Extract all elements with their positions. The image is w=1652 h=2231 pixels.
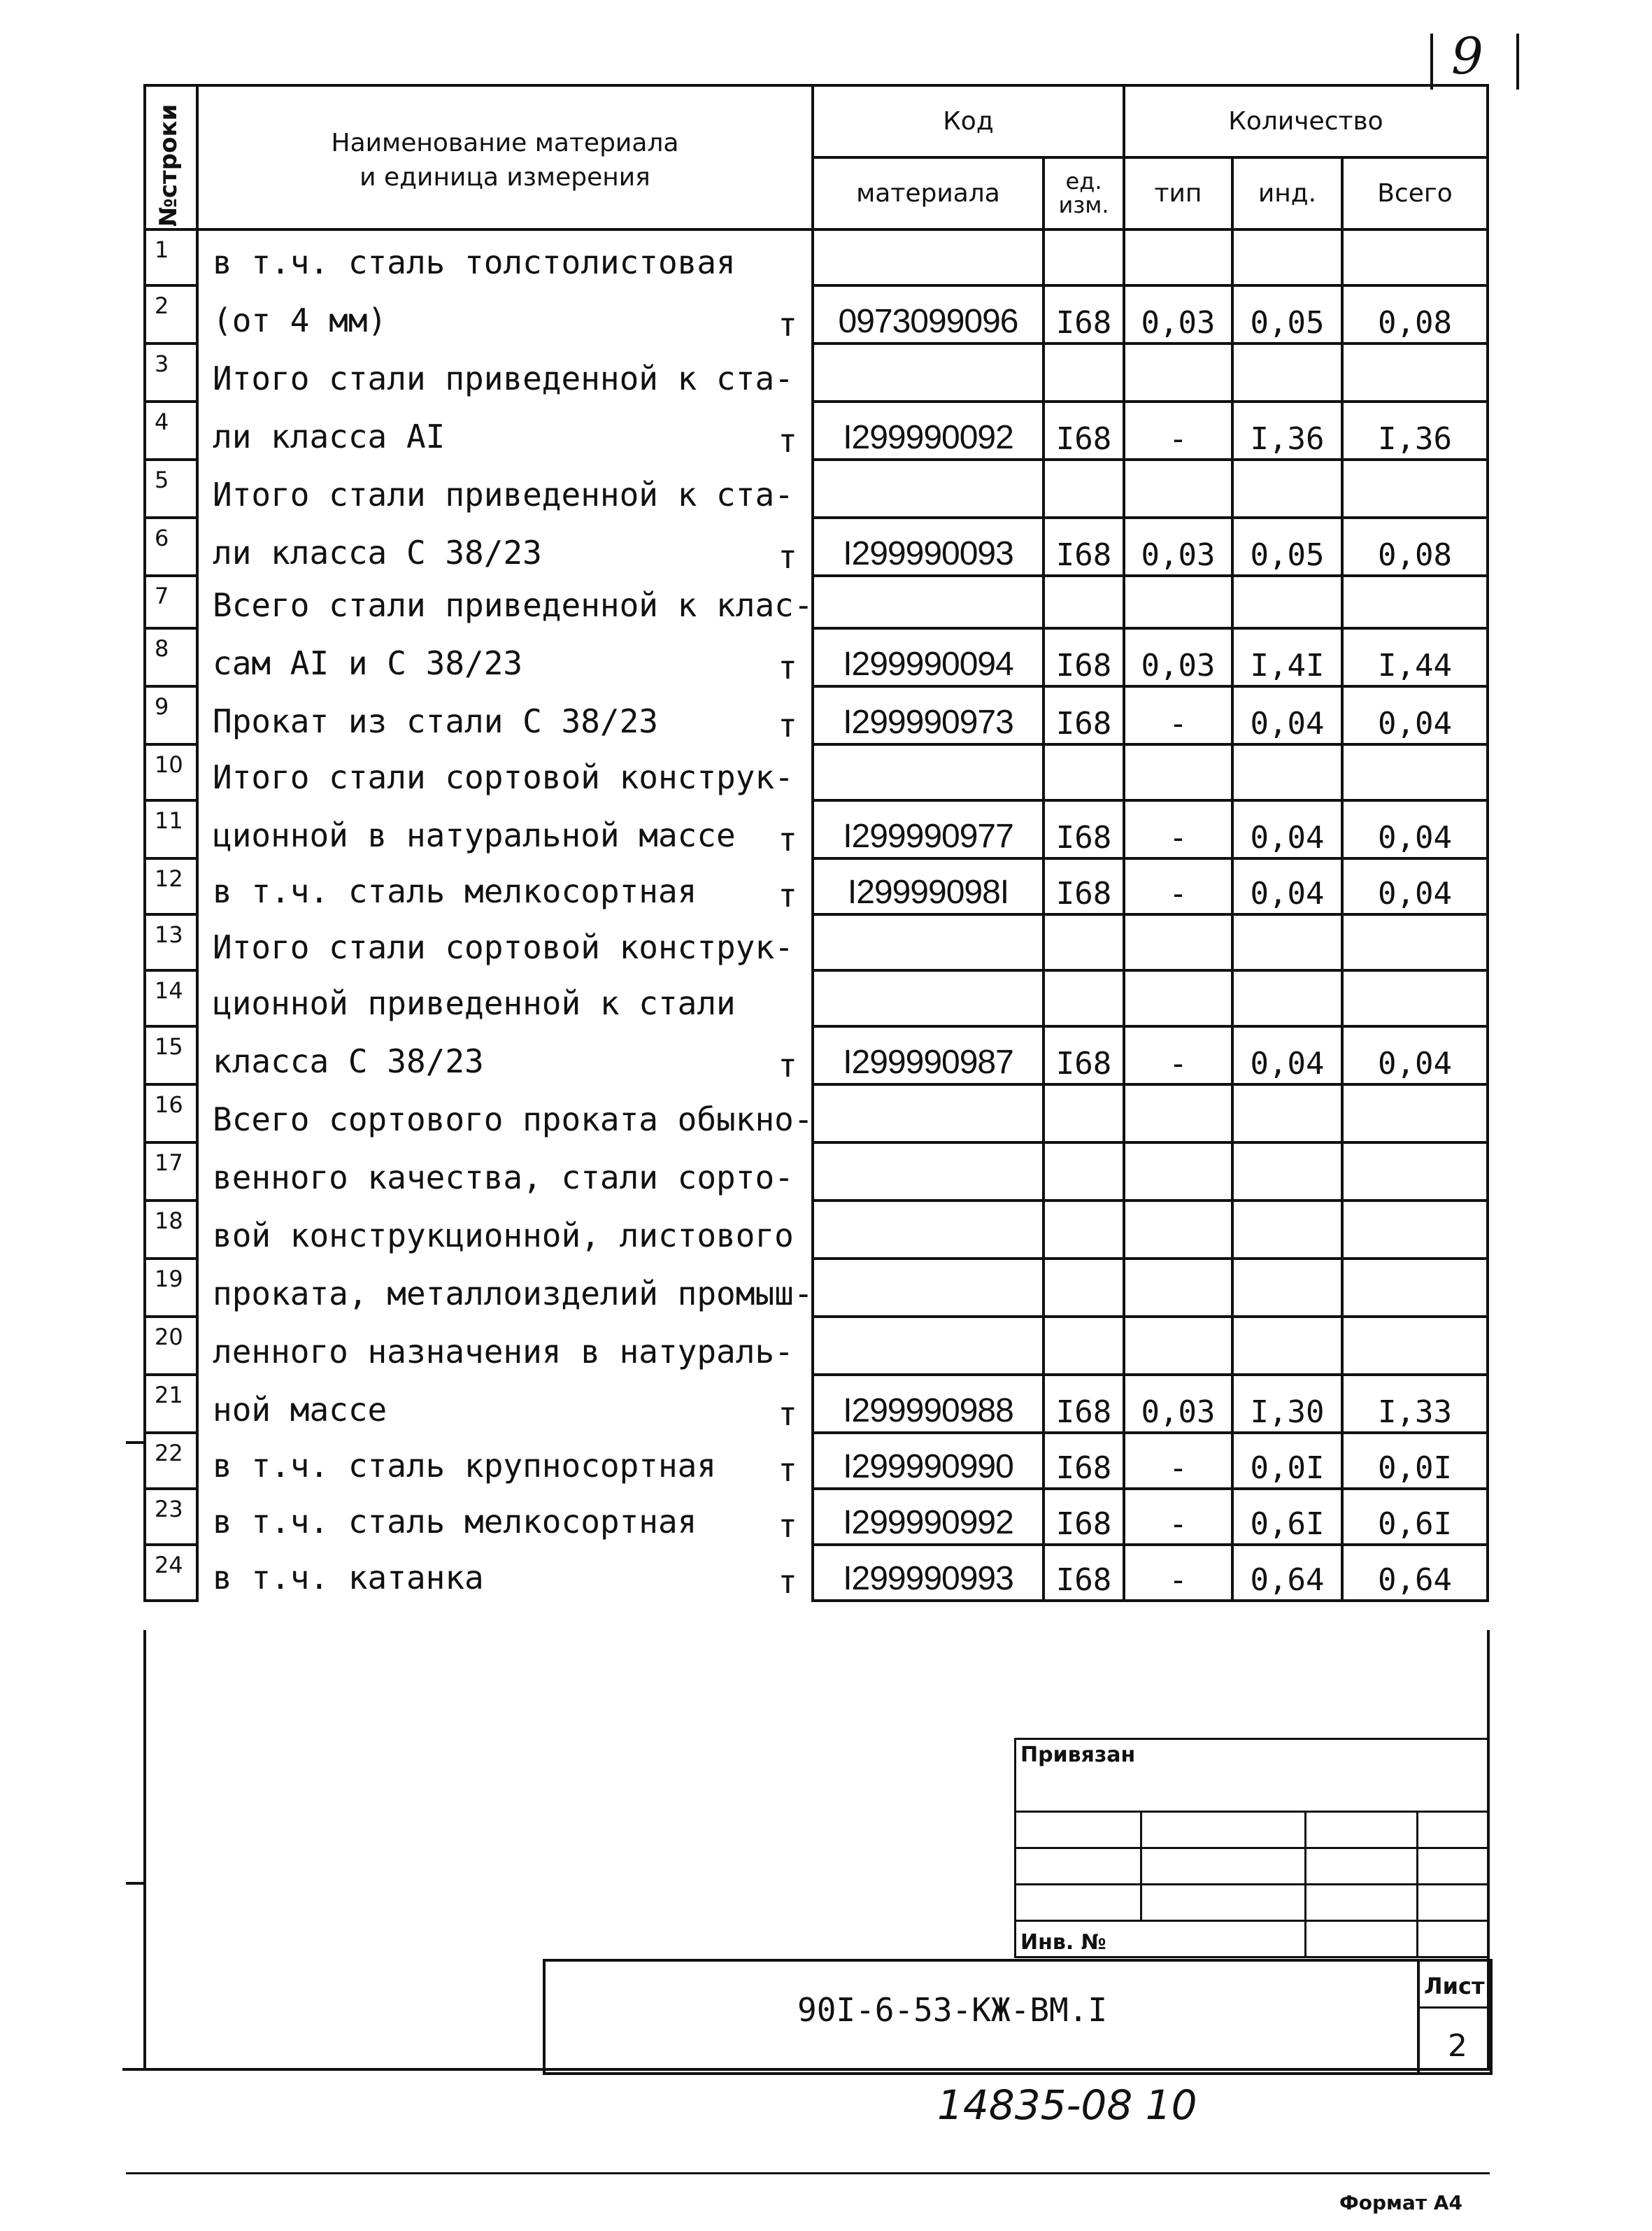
material-name-cell [197, 518, 813, 576]
material-name-header-line2: и единица измерения [359, 163, 650, 192]
material-unit: т [778, 1451, 797, 1489]
table-row [145, 1201, 1488, 1259]
qty-total-cell: I,44 [1342, 628, 1488, 686]
material-code-cell [813, 744, 1044, 800]
qty-type-cell: 0,03 [1124, 628, 1232, 686]
row-number-cell: 21 [145, 1375, 197, 1433]
material-name: Итого стали приведенной к ста- [213, 476, 794, 514]
total-qty-header: Всего [1342, 157, 1488, 229]
qty-ind-cell [1232, 1259, 1342, 1317]
qty-ind-cell [1232, 1201, 1342, 1259]
material-name-cell [197, 285, 813, 343]
material-unit: т [778, 1047, 797, 1084]
qty-ind-cell [1232, 1084, 1342, 1142]
material-code-cell [813, 1259, 1044, 1317]
stamp-cell [1306, 1885, 1418, 1921]
qty-total-cell [1342, 1142, 1488, 1201]
material-name-header-line1: Наименование материала [331, 128, 679, 157]
page-number: 9 [1451, 27, 1483, 85]
material-name-cell [197, 1201, 813, 1259]
qty-ind-cell: 0,0I [1232, 1433, 1342, 1489]
unit-code-cell: I68 [1044, 800, 1124, 858]
unit-code-cell [1044, 1201, 1124, 1259]
table-row [145, 1142, 1488, 1201]
material-name-cell [197, 576, 813, 628]
unit-code-cell [1044, 914, 1124, 970]
document-code: 90I-6-53-КЖ-ВМ.I [797, 1991, 1108, 2029]
page-number-frame-right [1516, 34, 1519, 90]
qty-total-cell [1342, 229, 1488, 285]
material-name: сам AI и С 38/23 [213, 644, 523, 682]
qty-ind-cell [1232, 460, 1342, 518]
frame-left-border [143, 1630, 146, 2071]
qty-type-cell [1124, 1142, 1232, 1201]
material-unit: т [778, 306, 797, 343]
qty-total-cell: 0,08 [1342, 518, 1488, 576]
qty-total-cell [1342, 914, 1488, 970]
table-row [145, 1545, 1488, 1601]
qty-ind-cell: 0,04 [1232, 800, 1342, 858]
qty-ind-cell [1232, 1317, 1342, 1375]
table-row [145, 628, 1488, 686]
stamp-cell [1016, 1885, 1141, 1921]
table-row [145, 518, 1488, 576]
qty-ind-cell: 0,04 [1232, 858, 1342, 914]
material-name-cell [197, 1489, 813, 1545]
material-unit: т [778, 1563, 797, 1601]
material-name: вой конструкционной, листового [213, 1217, 794, 1254]
qty-total-cell [1342, 1084, 1488, 1142]
qty-ind-cell: 0,04 [1232, 1026, 1342, 1084]
table-row [145, 1026, 1488, 1084]
row-number-cell: 8 [145, 628, 197, 686]
material-unit: т [778, 877, 797, 914]
materials-table [143, 84, 1489, 1602]
sheet-label: Лист [1424, 1973, 1485, 1999]
inventory-number: 14835-08 10 [937, 2081, 1197, 2129]
unit-code-cell: I68 [1044, 1375, 1124, 1433]
material-code-cell: I299990987 [813, 1026, 1044, 1084]
material-name: в т.ч. сталь мелкосортная [213, 872, 697, 910]
stamp-cell [1306, 1848, 1418, 1885]
material-name: ли класса С 38/23 [213, 534, 542, 572]
material-unit: т [778, 538, 797, 576]
table-row [145, 1375, 1488, 1433]
qty-ind-cell: 0,05 [1232, 285, 1342, 343]
qty-type-cell: - [1124, 800, 1232, 858]
row-number-cell: 7 [145, 576, 197, 628]
material-name: Всего сортового проката обыкно- [213, 1100, 813, 1138]
margin-tick-3 [122, 2068, 145, 2071]
unit-code-cell: I68 [1044, 686, 1124, 744]
qty-total-cell: 0,6I [1342, 1489, 1488, 1545]
row-number-cell: 2 [145, 285, 197, 343]
approval-stamp [1014, 1738, 1489, 1958]
qty-ind-cell: 0,64 [1232, 1545, 1342, 1601]
material-code-cell [813, 1201, 1044, 1259]
qty-total-cell: 0,04 [1342, 1026, 1488, 1084]
row-number-cell: 24 [145, 1545, 197, 1601]
unit-code-cell [1044, 576, 1124, 628]
qty-ind-cell: 0,05 [1232, 518, 1342, 576]
material-code-cell: I299990973 [813, 686, 1044, 744]
unit-code-cell [1044, 744, 1124, 800]
page-number-frame-left [1430, 34, 1433, 90]
table-row [145, 1084, 1488, 1142]
unit-code-cell [1044, 1317, 1124, 1375]
material-code-cell [813, 1317, 1044, 1375]
qty-type-cell [1124, 970, 1232, 1026]
qty-type-cell [1124, 744, 1232, 800]
margin-tick-1 [126, 1441, 145, 1444]
stamp-cell [1306, 1921, 1418, 1957]
material-name-cell [197, 686, 813, 744]
material-name-header [197, 85, 813, 229]
type-qty-header: тип [1124, 157, 1232, 229]
unit-code-cell: I68 [1044, 858, 1124, 914]
unit-code-cell [1044, 229, 1124, 285]
table-row [145, 858, 1488, 914]
table-row [145, 1259, 1488, 1317]
attached-cell [1016, 1739, 1488, 1812]
sheet-box [1417, 1959, 1493, 2075]
stamp-cell [1141, 1848, 1306, 1885]
material-code-cell [813, 1084, 1044, 1142]
qty-type-cell [1124, 229, 1232, 285]
material-name: в т.ч. сталь мелкосортная [213, 1503, 697, 1541]
qty-total-cell [1342, 1259, 1488, 1317]
unit-code-cell: I68 [1044, 1433, 1124, 1489]
unit-code-cell [1044, 343, 1124, 402]
material-name: ли класса AI [213, 418, 446, 455]
qty-total-cell: 0,04 [1342, 686, 1488, 744]
stamp-cell [1016, 1812, 1141, 1848]
qty-type-cell: 0,03 [1124, 285, 1232, 343]
table-row [145, 460, 1488, 518]
unit-code-header-line2: изм. [1058, 191, 1109, 218]
qty-ind-cell [1232, 576, 1342, 628]
table-row [145, 285, 1488, 343]
stamp-cell [1418, 1812, 1488, 1848]
material-code-cell: I299990093 [813, 518, 1044, 576]
table-row [145, 576, 1488, 628]
qty-type-cell [1124, 1259, 1232, 1317]
table-row [145, 744, 1488, 800]
unit-code-cell: I68 [1044, 1489, 1124, 1545]
row-number-header-label: №строки [155, 104, 183, 227]
stamp-cell [1016, 1848, 1141, 1885]
material-name: Итого стали сортовой конструк- [213, 928, 794, 966]
qty-type-cell: - [1124, 402, 1232, 460]
material-code-cell [813, 576, 1044, 628]
material-name: Всего стали приведенной к клас- [213, 586, 813, 624]
unit-code-cell [1044, 1142, 1124, 1201]
qty-type-cell [1124, 1084, 1232, 1142]
material-name-cell [197, 1545, 813, 1601]
unit-code-cell [1044, 1259, 1124, 1317]
inv-cell [1016, 1921, 1306, 1957]
material-code-cell: I299990990 [813, 1433, 1044, 1489]
row-number-header [145, 85, 197, 229]
qty-total-cell: I,36 [1342, 402, 1488, 460]
unit-code-cell: I68 [1044, 1545, 1124, 1601]
qty-ind-cell: I,36 [1232, 402, 1342, 460]
unit-code-cell: I68 [1044, 1026, 1124, 1084]
row-number-cell: 9 [145, 686, 197, 744]
material-name-cell [197, 1259, 813, 1317]
qty-ind-cell: I,30 [1232, 1375, 1342, 1433]
quantity-group-header: Количество [1124, 85, 1488, 157]
material-name: Итого стали сортовой конструк- [213, 758, 794, 796]
row-number-cell: 22 [145, 1433, 197, 1489]
table-row [145, 1433, 1488, 1489]
material-name: ционной в натуральной массе [213, 816, 736, 854]
qty-total-cell [1342, 970, 1488, 1026]
qty-type-cell: - [1124, 858, 1232, 914]
qty-ind-cell [1232, 744, 1342, 800]
material-name-cell [197, 229, 813, 285]
material-name: проката, металлоизделий промыш- [213, 1275, 813, 1312]
material-unit: т [778, 649, 797, 686]
material-code-cell [813, 970, 1044, 1026]
table-row [145, 343, 1488, 402]
row-number-cell: 5 [145, 460, 197, 518]
unit-code-cell: I68 [1044, 518, 1124, 576]
material-name-cell [197, 1317, 813, 1375]
qty-total-cell: 0,04 [1342, 858, 1488, 914]
sheet-divider [1420, 2006, 1490, 2009]
row-number-cell: 10 [145, 744, 197, 800]
material-unit: т [778, 821, 797, 858]
qty-total-cell [1342, 576, 1488, 628]
material-name: в т.ч. сталь толстолистовая [213, 243, 736, 281]
material-name: класса С 38/23 [213, 1042, 484, 1080]
qty-ind-cell [1232, 343, 1342, 402]
qty-ind-cell: I,4I [1232, 628, 1342, 686]
material-unit: т [778, 707, 797, 744]
unit-code-header-line1: ед. [1065, 167, 1102, 194]
material-name-cell [197, 800, 813, 858]
row-number-cell: 4 [145, 402, 197, 460]
material-name-cell [197, 1375, 813, 1433]
stamp-cell [1418, 1921, 1488, 1957]
table-row [145, 914, 1488, 970]
row-number-cell: 19 [145, 1259, 197, 1317]
material-name: ленного назначения в натураль- [213, 1333, 794, 1371]
qty-ind-cell [1232, 914, 1342, 970]
title-block [543, 1959, 1420, 2075]
row-number-cell: 12 [145, 858, 197, 914]
qty-type-cell: - [1124, 1433, 1232, 1489]
material-name: ционной приведенной к стали [213, 984, 736, 1022]
qty-total-cell [1342, 744, 1488, 800]
unit-code-cell: I68 [1044, 402, 1124, 460]
qty-total-cell [1342, 460, 1488, 518]
qty-ind-cell [1232, 229, 1342, 285]
bottom-rule [126, 2172, 1490, 2174]
qty-ind-cell: 0,04 [1232, 686, 1342, 744]
row-number-cell: 18 [145, 1201, 197, 1259]
row-number-cell: 14 [145, 970, 197, 1026]
material-code-cell: I299990977 [813, 800, 1044, 858]
stamp-cell [1306, 1812, 1418, 1848]
qty-type-cell: 0,03 [1124, 1375, 1232, 1433]
qty-type-cell: - [1124, 1026, 1232, 1084]
qty-type-cell: - [1124, 1489, 1232, 1545]
material-code-cell: I299990992 [813, 1489, 1044, 1545]
qty-ind-cell: 0,6I [1232, 1489, 1342, 1545]
material-code-header: материала [813, 157, 1044, 229]
material-unit: т [778, 422, 797, 460]
stamp-cell [1418, 1848, 1488, 1885]
material-code-cell: I299990988 [813, 1375, 1044, 1433]
ind-qty-header: инд. [1232, 157, 1342, 229]
material-name: (от 4 мм) [213, 302, 387, 339]
table-row [145, 229, 1488, 285]
qty-total-cell [1342, 1201, 1488, 1259]
material-name: Прокат из стали С 38/23 [213, 702, 658, 740]
table-row [145, 402, 1488, 460]
material-code-cell [813, 914, 1044, 970]
material-unit: т [778, 1507, 797, 1545]
qty-type-cell [1124, 1201, 1232, 1259]
qty-type-cell: - [1124, 1545, 1232, 1601]
qty-total-cell [1342, 1317, 1488, 1375]
material-name: ной массе [213, 1391, 387, 1429]
row-number-cell: 23 [145, 1489, 197, 1545]
material-code-cell: I299990092 [813, 402, 1044, 460]
material-name: в т.ч. сталь крупносортная [213, 1447, 717, 1485]
table-row [145, 686, 1488, 744]
qty-type-cell: 0,03 [1124, 518, 1232, 576]
qty-total-cell: 0,0I [1342, 1433, 1488, 1489]
stamp-cell [1418, 1885, 1488, 1921]
material-name-cell [197, 1084, 813, 1142]
unit-code-cell [1044, 1084, 1124, 1142]
row-number-cell: 13 [145, 914, 197, 970]
material-code-cell [813, 229, 1044, 285]
sheet-number: 2 [1448, 2028, 1467, 2064]
material-code-cell [813, 1142, 1044, 1201]
material-name-cell [197, 1433, 813, 1489]
row-number-cell: 16 [145, 1084, 197, 1142]
material-code-cell: I299990094 [813, 628, 1044, 686]
material-name: венного качества, стали сорто- [213, 1159, 794, 1196]
qty-type-cell [1124, 1317, 1232, 1375]
row-number-cell: 20 [145, 1317, 197, 1375]
format-label: Формат А4 [1339, 2191, 1462, 2214]
qty-type-cell [1124, 576, 1232, 628]
material-name-cell [197, 460, 813, 518]
row-number-cell: 11 [145, 800, 197, 858]
unit-code-cell [1044, 970, 1124, 1026]
qty-ind-cell [1232, 1142, 1342, 1201]
row-number-cell: 6 [145, 518, 197, 576]
qty-type-cell [1124, 914, 1232, 970]
material-code-cell: I299990993 [813, 1545, 1044, 1601]
row-number-cell: 3 [145, 343, 197, 402]
attached-label: Привязан [1020, 1743, 1136, 1767]
table-row [145, 1317, 1488, 1375]
row-number-cell: 15 [145, 1026, 197, 1084]
material-name-cell [197, 970, 813, 1026]
unit-code-cell [1044, 460, 1124, 518]
material-code-cell [813, 460, 1044, 518]
qty-type-cell [1124, 343, 1232, 402]
material-unit: т [778, 1395, 797, 1433]
qty-type-cell [1124, 460, 1232, 518]
material-name-cell [197, 628, 813, 686]
qty-total-cell: 0,04 [1342, 800, 1488, 858]
qty-total-cell [1342, 343, 1488, 402]
material-code-cell [813, 343, 1044, 402]
unit-code-cell: I68 [1044, 628, 1124, 686]
row-number-cell: 17 [145, 1142, 197, 1201]
qty-type-cell: - [1124, 686, 1232, 744]
margin-tick-2 [126, 1882, 145, 1885]
unit-code-cell: I68 [1044, 285, 1124, 343]
table-row [145, 1489, 1488, 1545]
row-number-cell: 1 [145, 229, 197, 285]
material-name-cell [197, 343, 813, 402]
material-name-cell [197, 744, 813, 800]
unit-code-header [1044, 157, 1124, 229]
material-name-cell [197, 1026, 813, 1084]
material-name-cell [197, 858, 813, 914]
table-row [145, 970, 1488, 1026]
qty-total-cell: 0,64 [1342, 1545, 1488, 1601]
qty-total-cell: 0,08 [1342, 285, 1488, 343]
materials-table-body [145, 229, 1488, 1601]
material-name: Итого стали приведенной к ста- [213, 360, 794, 397]
material-name: в т.ч. катанка [213, 1559, 484, 1596]
table-row [145, 800, 1488, 858]
material-code-cell: I29999098I [813, 858, 1044, 914]
material-name-cell [197, 1142, 813, 1201]
code-group-header: Код [813, 85, 1124, 157]
material-name-cell [197, 402, 813, 460]
stamp-cell [1141, 1812, 1306, 1848]
stamp-cell [1141, 1885, 1306, 1921]
qty-total-cell: I,33 [1342, 1375, 1488, 1433]
qty-ind-cell [1232, 970, 1342, 1026]
material-name-cell [197, 914, 813, 970]
material-code-cell: 0973099096 [813, 285, 1044, 343]
inv-label: Инв. № [1020, 1930, 1106, 1955]
